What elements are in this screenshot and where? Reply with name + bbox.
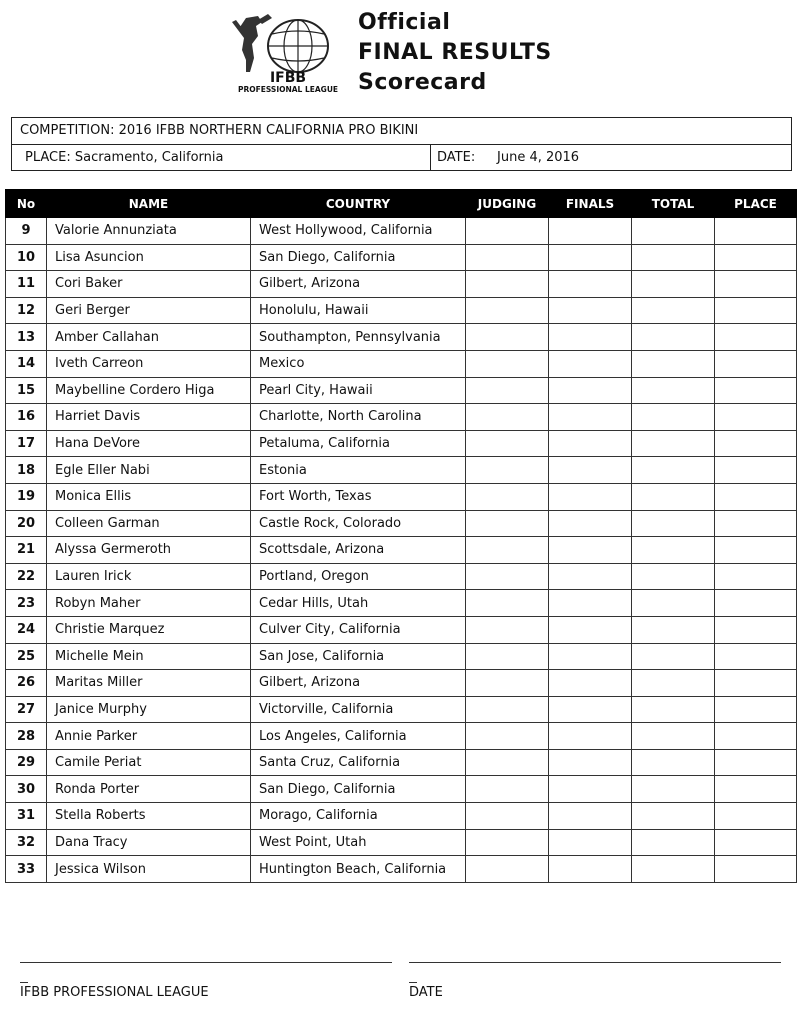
place-cell (715, 856, 797, 883)
competitor-country: San Diego, California (251, 244, 466, 271)
finals-cell (549, 670, 632, 697)
table-row (6, 776, 797, 803)
ifbb-globe-icon (228, 10, 348, 94)
competitor-country: Charlotte, North Carolina (251, 404, 466, 431)
competitor-number: 31 (6, 803, 47, 830)
total-cell (632, 696, 715, 723)
competitor-country: West Point, Utah (251, 829, 466, 856)
place-cell (715, 218, 797, 245)
competitor-number: 19 (6, 483, 47, 510)
competitor-number: 27 (6, 696, 47, 723)
total-cell (632, 856, 715, 883)
table-row (6, 856, 797, 883)
judging-cell (466, 510, 549, 537)
column-header-total: TOTAL (632, 190, 715, 218)
competitor-number: 23 (6, 590, 47, 617)
date-signature-dash (409, 982, 417, 983)
place-cell (715, 430, 797, 457)
competitor-name: Lauren Irick (47, 563, 251, 590)
date-value: June 4, 2016 (497, 150, 580, 165)
finals-cell (549, 643, 632, 670)
judging-cell (466, 696, 549, 723)
competitor-name: Maybelline Cordero Higa (47, 377, 251, 404)
finals-cell (549, 829, 632, 856)
judging-cell (466, 643, 549, 670)
total-cell (632, 510, 715, 537)
competitor-number: 14 (6, 350, 47, 377)
results-table (5, 189, 797, 883)
judging-cell (466, 776, 549, 803)
competitor-country: San Jose, California (251, 643, 466, 670)
competitor-name: Iveth Carreon (47, 350, 251, 377)
competitor-country: Honolulu, Hawaii (251, 297, 466, 324)
judging-cell (466, 430, 549, 457)
competitor-name: Ronda Porter (47, 776, 251, 803)
competitor-country: Los Angeles, California (251, 723, 466, 750)
competitor-number: 30 (6, 776, 47, 803)
finals-cell (549, 696, 632, 723)
place-cell (715, 350, 797, 377)
table-row (6, 510, 797, 537)
title-official: Official (358, 10, 451, 35)
total-cell (632, 244, 715, 271)
competitor-name: Camile Periat (47, 749, 251, 776)
table-row (6, 803, 797, 830)
competitor-number: 10 (6, 244, 47, 271)
competitor-name: Jessica Wilson (47, 856, 251, 883)
table-row (6, 590, 797, 617)
competitor-name: Annie Parker (47, 723, 251, 750)
competitor-country: Fort Worth, Texas (251, 483, 466, 510)
finals-cell (549, 510, 632, 537)
competitor-country: Cedar Hills, Utah (251, 590, 466, 617)
table-row (6, 324, 797, 351)
table-row (6, 483, 797, 510)
competition-text: COMPETITION: 2016 IFBB NORTHERN CALIFORNIA PRO BIKINI (20, 123, 419, 138)
title-final-results: FINAL RESULTS (358, 40, 552, 65)
table-row (6, 457, 797, 484)
judging-cell (466, 457, 549, 484)
total-cell (632, 563, 715, 590)
competitor-country: Castle Rock, Colorado (251, 510, 466, 537)
competitor-name: Christie Marquez (47, 616, 251, 643)
finals-cell (549, 404, 632, 431)
table-row (6, 377, 797, 404)
competitor-number: 13 (6, 324, 47, 351)
column-header-place: PLACE (715, 190, 797, 218)
competitor-country: Scottsdale, Arizona (251, 537, 466, 564)
judging-cell (466, 537, 549, 564)
place-cell (715, 404, 797, 431)
date-signature-line (409, 962, 781, 963)
competitor-name: Dana Tracy (47, 829, 251, 856)
judging-cell (466, 829, 549, 856)
total-cell (632, 829, 715, 856)
competitor-name: Egle Eller Nabi (47, 457, 251, 484)
ifbb-logo (228, 10, 348, 94)
competitor-number: 16 (6, 404, 47, 431)
total-cell (632, 483, 715, 510)
competitor-country: Portland, Oregon (251, 563, 466, 590)
competitor-number: 21 (6, 537, 47, 564)
competitor-number: 28 (6, 723, 47, 750)
total-cell (632, 271, 715, 298)
total-cell (632, 590, 715, 617)
competition-row (12, 118, 791, 145)
finals-cell (549, 856, 632, 883)
finals-cell (549, 590, 632, 617)
place-cell (715, 537, 797, 564)
judging-cell (466, 218, 549, 245)
finals-cell (549, 616, 632, 643)
competitor-country: Pearl City, Hawaii (251, 377, 466, 404)
total-cell (632, 457, 715, 484)
competitor-name: Lisa Asuncion (47, 244, 251, 271)
total-cell (632, 537, 715, 564)
total-cell (632, 297, 715, 324)
competitor-name: Valorie Annunziata (47, 218, 251, 245)
competitor-country: Santa Cruz, California (251, 749, 466, 776)
finals-cell (549, 218, 632, 245)
table-row (6, 271, 797, 298)
date-signature-label: DATE (409, 985, 443, 1000)
judging-cell (466, 563, 549, 590)
place-cell (715, 749, 797, 776)
finals-cell (549, 324, 632, 351)
competitor-name: Harriet Davis (47, 404, 251, 431)
place-cell (715, 776, 797, 803)
competitor-country: Victorville, California (251, 696, 466, 723)
place-cell (715, 324, 797, 351)
results-table-body (6, 218, 797, 883)
total-cell (632, 430, 715, 457)
competitor-name: Maritas Miller (47, 670, 251, 697)
column-header-finals: FINALS (549, 190, 632, 218)
competitor-name: Stella Roberts (47, 803, 251, 830)
table-row (6, 218, 797, 245)
judging-cell (466, 244, 549, 271)
total-cell (632, 776, 715, 803)
place-cell (715, 244, 797, 271)
competitor-name: Alyssa Germeroth (47, 537, 251, 564)
place-cell (715, 377, 797, 404)
finals-cell (549, 271, 632, 298)
judging-cell (466, 404, 549, 431)
finals-cell (549, 723, 632, 750)
title-scorecard: Scorecard (358, 70, 487, 95)
competitor-country: Huntington Beach, California (251, 856, 466, 883)
competitor-country: San Diego, California (251, 776, 466, 803)
competitor-name: Monica Ellis (47, 483, 251, 510)
league-signature-line (20, 962, 392, 963)
table-row (6, 244, 797, 271)
total-cell (632, 616, 715, 643)
competitor-number: 18 (6, 457, 47, 484)
judging-cell (466, 856, 549, 883)
total-cell (632, 350, 715, 377)
competitor-name: Hana DeVore (47, 430, 251, 457)
finals-cell (549, 377, 632, 404)
page-title (358, 8, 552, 98)
finals-cell (549, 457, 632, 484)
competitor-number: 9 (6, 218, 47, 245)
competitor-name: Janice Murphy (47, 696, 251, 723)
total-cell (632, 643, 715, 670)
table-row (6, 829, 797, 856)
competition-info-box (11, 117, 792, 171)
table-row (6, 696, 797, 723)
column-header-judging: JUDGING (466, 190, 549, 218)
competitor-number: 11 (6, 271, 47, 298)
table-row (6, 670, 797, 697)
column-header-no: No (6, 190, 47, 218)
place-cell (715, 483, 797, 510)
total-cell (632, 723, 715, 750)
finals-cell (549, 776, 632, 803)
place-cell (715, 457, 797, 484)
column-header-name: NAME (47, 190, 251, 218)
competitor-number: 20 (6, 510, 47, 537)
competitor-number: 12 (6, 297, 47, 324)
finals-cell (549, 297, 632, 324)
place-cell (715, 616, 797, 643)
judging-cell (466, 590, 549, 617)
judging-cell (466, 723, 549, 750)
table-row (6, 749, 797, 776)
total-cell (632, 218, 715, 245)
judging-cell (466, 749, 549, 776)
competitor-number: 25 (6, 643, 47, 670)
competitor-name: Cori Baker (47, 271, 251, 298)
place-text: PLACE: Sacramento, California (25, 150, 224, 165)
judging-cell (466, 297, 549, 324)
competitor-country: Estonia (251, 457, 466, 484)
place-cell (715, 670, 797, 697)
place-cell (715, 590, 797, 617)
judging-cell (466, 377, 549, 404)
finals-cell (549, 803, 632, 830)
total-cell (632, 324, 715, 351)
competitor-number: 29 (6, 749, 47, 776)
competitor-number: 32 (6, 829, 47, 856)
place-cell (715, 563, 797, 590)
judging-cell (466, 483, 549, 510)
table-row (6, 404, 797, 431)
finals-cell (549, 749, 632, 776)
table-row (6, 616, 797, 643)
competitor-country: Culver City, California (251, 616, 466, 643)
judging-cell (466, 670, 549, 697)
judging-cell (466, 271, 549, 298)
place-cell (715, 829, 797, 856)
finals-cell (549, 563, 632, 590)
finals-cell (549, 350, 632, 377)
table-row (6, 537, 797, 564)
competitor-country: Petaluma, California (251, 430, 466, 457)
competitor-country: Morago, California (251, 803, 466, 830)
place-date-row (12, 145, 791, 171)
finals-cell (549, 244, 632, 271)
competitor-number: 17 (6, 430, 47, 457)
competitor-country: Gilbert, Arizona (251, 670, 466, 697)
total-cell (632, 377, 715, 404)
table-row (6, 350, 797, 377)
svg-text:PROFESSIONAL LEAGUE: PROFESSIONAL LEAGUE (237, 85, 339, 94)
place-date-divider (430, 145, 431, 171)
table-row (6, 643, 797, 670)
total-cell (632, 803, 715, 830)
competitor-number: 22 (6, 563, 47, 590)
place-cell (715, 271, 797, 298)
total-cell (632, 670, 715, 697)
judging-cell (466, 350, 549, 377)
place-cell (715, 723, 797, 750)
competitor-number: 24 (6, 616, 47, 643)
judging-cell (466, 324, 549, 351)
competitor-name: Amber Callahan (47, 324, 251, 351)
competitor-name: Michelle Mein (47, 643, 251, 670)
competitor-name: Colleen Garman (47, 510, 251, 537)
table-row (6, 563, 797, 590)
competitor-number: 33 (6, 856, 47, 883)
competitor-number: 15 (6, 377, 47, 404)
judging-cell (466, 803, 549, 830)
finals-cell (549, 483, 632, 510)
finals-cell (549, 537, 632, 564)
date-label: DATE: (437, 150, 476, 165)
league-signature-label: IFBB PROFESSIONAL LEAGUE (20, 985, 209, 1000)
place-cell (715, 643, 797, 670)
competitor-country: Mexico (251, 350, 466, 377)
table-row (6, 297, 797, 324)
competitor-name: Geri Berger (47, 297, 251, 324)
competitor-number: 26 (6, 670, 47, 697)
total-cell (632, 749, 715, 776)
table-row (6, 723, 797, 750)
competitor-country: Gilbert, Arizona (251, 271, 466, 298)
league-signature-dash (20, 982, 28, 983)
place-cell (715, 696, 797, 723)
judging-cell (466, 616, 549, 643)
place-cell (715, 803, 797, 830)
column-header-country: COUNTRY (251, 190, 466, 218)
place-cell (715, 297, 797, 324)
competitor-country: Southampton, Pennsylvania (251, 324, 466, 351)
total-cell (632, 404, 715, 431)
finals-cell (549, 430, 632, 457)
svg-text:IFBB: IFBB (269, 70, 307, 86)
table-row (6, 430, 797, 457)
competitor-country: West Hollywood, California (251, 218, 466, 245)
competitor-name: Robyn Maher (47, 590, 251, 617)
table-header-row (6, 190, 797, 218)
place-cell (715, 510, 797, 537)
